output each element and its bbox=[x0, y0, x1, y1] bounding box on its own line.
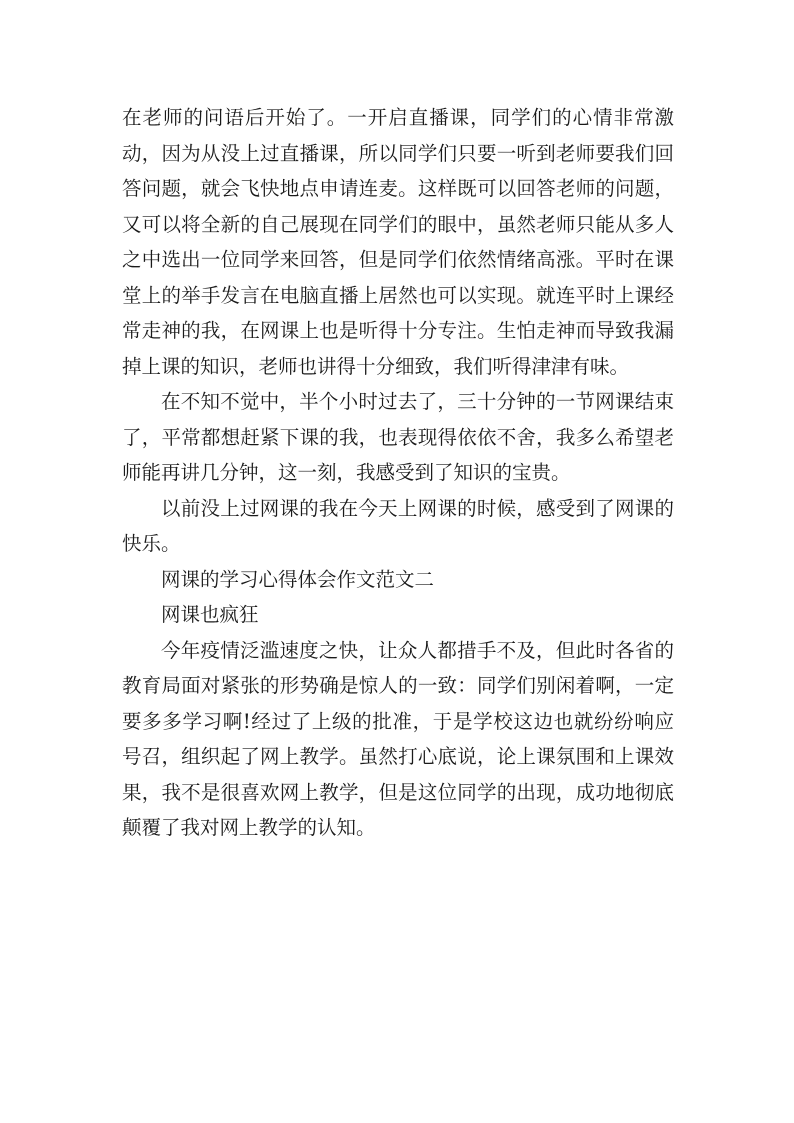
document-body bbox=[122, 100, 674, 846]
paragraph-continuation: 在老师的问语后开始了。一开启直播课，同学们的心情非常激动，因为从没上过直播课，所以同学们只要一听到老师要我们回答问题，就会飞快地点申请连麦。这样既可以回答老师的问题，又可以将全新的自己展现在同学们的眼中，虽然老师只能从多人之中选出一位同学来回答，但是同学们依然情绪高涨。平时在课堂上的举手发言在电脑直播上居然也可以实现。就连平时上课经常走神的我，在网课上也是听得十分专注。生怕走神而导致我漏掉上课的知识，老师也讲得十分细致，我们听得津津有味。 bbox=[122, 106, 674, 378]
paragraph: 在不知不觉中，半个小时过去了，三十分钟的一节网课结束了，平常都想赶紧下课的我，也表现得依依不舍，我多么希望老师能再讲几分钟，这一刻，我感受到了知识的宝贵。 bbox=[122, 390, 674, 484]
essay-title: 网课也疯狂 bbox=[161, 603, 259, 626]
paragraph: 以前没上过网课的我在今天上网课的时候，感受到了网课的快乐。 bbox=[122, 496, 674, 555]
section-title: 网课的学习心得体会作文范文二 bbox=[161, 567, 435, 591]
paragraph: 今年疫情泛滥速度之快，让众人都措手不及，但此时各省的教育局面对紧张的形势确是惊人的一致：同学们别闲着啊，一定要多多学习啊!经过了上级的批准，于是学校这边也就纷纷响应号召，组织起了网上教学。虽然打心底说，论上课氛围和上课效果，我不是很喜欢网上教学，但是这位同学的出现，成功地彻底颠覆了我对网上教学的认知。 bbox=[122, 638, 674, 839]
